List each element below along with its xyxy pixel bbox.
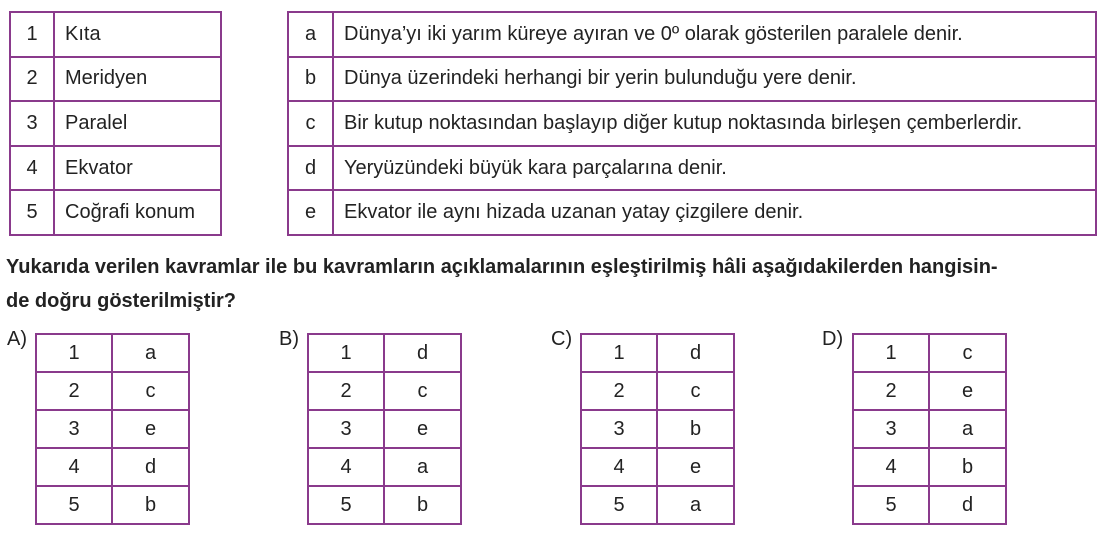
concept-term: Meridyen <box>54 57 221 102</box>
table-row <box>36 410 189 448</box>
option-c-label[interactable]: C) <box>551 328 573 350</box>
option-a-table[interactable] <box>35 333 190 525</box>
option-cell: e <box>112 410 189 448</box>
definition-letter: b <box>288 57 333 102</box>
table-row <box>308 448 461 486</box>
option-cell: d <box>657 334 734 372</box>
option-cell: b <box>657 410 734 448</box>
table-row <box>581 334 734 372</box>
table-row <box>288 12 1096 57</box>
option-cell: 2 <box>36 372 112 410</box>
option-cell: 5 <box>308 486 384 524</box>
table-row <box>36 334 189 372</box>
table-row <box>10 12 221 57</box>
option-cell: 3 <box>853 410 929 448</box>
table-row <box>288 146 1096 191</box>
option-cell: c <box>112 372 189 410</box>
table-row <box>10 57 221 102</box>
option-d-table[interactable] <box>852 333 1007 525</box>
definitions-table <box>287 11 1097 236</box>
definition-letter: c <box>288 101 333 146</box>
definition-letter: e <box>288 190 333 235</box>
table-row <box>581 448 734 486</box>
table-row <box>853 486 1006 524</box>
concept-term: Ekvator <box>54 146 221 191</box>
option-cell: e <box>384 410 461 448</box>
option-cell: 2 <box>308 372 384 410</box>
option-c-table[interactable] <box>580 333 735 525</box>
option-cell: 5 <box>36 486 112 524</box>
question-text <box>6 250 1101 318</box>
option-cell: 5 <box>853 486 929 524</box>
definition-text: Yeryüzündeki büyük kara parçalarına denir. <box>333 146 1096 191</box>
option-cell: 5 <box>581 486 657 524</box>
option-cell: 3 <box>308 410 384 448</box>
table-row <box>288 57 1096 102</box>
option-cell: b <box>112 486 189 524</box>
concept-number: 2 <box>10 57 54 102</box>
table-row <box>288 190 1096 235</box>
table-row <box>853 372 1006 410</box>
option-cell: e <box>657 448 734 486</box>
option-cell: 1 <box>308 334 384 372</box>
table-row <box>308 334 461 372</box>
option-cell: 4 <box>36 448 112 486</box>
table-row <box>853 410 1006 448</box>
definition-text: Dünya üzerindeki herhangi bir yerin bulunduğu yere denir. <box>333 57 1096 102</box>
table-row <box>36 486 189 524</box>
definition-text: Bir kutup noktasından başlayıp diğer kutup noktasında birleşen çemberlerdir. <box>333 101 1096 146</box>
table-row <box>581 372 734 410</box>
table-row <box>36 372 189 410</box>
option-d-label[interactable]: D) <box>822 328 844 350</box>
option-cell: 4 <box>308 448 384 486</box>
option-cell: 3 <box>581 410 657 448</box>
table-row <box>308 410 461 448</box>
concept-term: Paralel <box>54 101 221 146</box>
concept-number: 5 <box>10 190 54 235</box>
table-row <box>308 486 461 524</box>
option-cell: 4 <box>853 448 929 486</box>
option-cell: b <box>929 448 1006 486</box>
option-b-table[interactable] <box>307 333 462 525</box>
table-row <box>581 410 734 448</box>
question-line-1: Yukarıda verilen kavramlar ile bu kavramların açıklamalarının eşleştirilmiş hâli aşağıdakilerden hangisin- <box>6 256 998 278</box>
option-cell: a <box>112 334 189 372</box>
table-row <box>853 448 1006 486</box>
option-cell: 4 <box>581 448 657 486</box>
option-cell: b <box>384 486 461 524</box>
option-cell: c <box>929 334 1006 372</box>
option-cell: 3 <box>36 410 112 448</box>
concepts-table <box>9 11 222 236</box>
question-line-2: de doğru gösterilmiştir? <box>6 290 237 312</box>
option-cell: 1 <box>36 334 112 372</box>
concept-number: 3 <box>10 101 54 146</box>
table-row <box>10 101 221 146</box>
option-cell: 1 <box>853 334 929 372</box>
definition-letter: d <box>288 146 333 191</box>
table-row <box>288 101 1096 146</box>
concept-number: 1 <box>10 12 54 57</box>
definition-letter: a <box>288 12 333 57</box>
option-cell: a <box>384 448 461 486</box>
option-cell: 2 <box>581 372 657 410</box>
option-cell: 1 <box>581 334 657 372</box>
definition-text: Ekvator ile aynı hizada uzanan yatay çizgilere denir. <box>333 190 1096 235</box>
concept-number: 4 <box>10 146 54 191</box>
concept-term: Coğrafi konum <box>54 190 221 235</box>
table-row <box>308 372 461 410</box>
option-cell: a <box>929 410 1006 448</box>
concept-term: Kıta <box>54 12 221 57</box>
table-row <box>10 190 221 235</box>
option-cell: e <box>929 372 1006 410</box>
option-a-label[interactable]: A) <box>7 328 27 350</box>
option-cell: c <box>657 372 734 410</box>
option-cell: c <box>384 372 461 410</box>
table-row <box>10 146 221 191</box>
option-cell: d <box>384 334 461 372</box>
definition-text: Dünya’yı iki yarım küreye ayıran ve 0º olarak gösterilen paralele denir. <box>333 12 1096 57</box>
option-cell: d <box>112 448 189 486</box>
option-b-label[interactable]: B) <box>279 328 299 350</box>
table-row <box>581 486 734 524</box>
table-row <box>853 334 1006 372</box>
option-cell: a <box>657 486 734 524</box>
table-row <box>36 448 189 486</box>
option-cell: d <box>929 486 1006 524</box>
option-cell: 2 <box>853 372 929 410</box>
